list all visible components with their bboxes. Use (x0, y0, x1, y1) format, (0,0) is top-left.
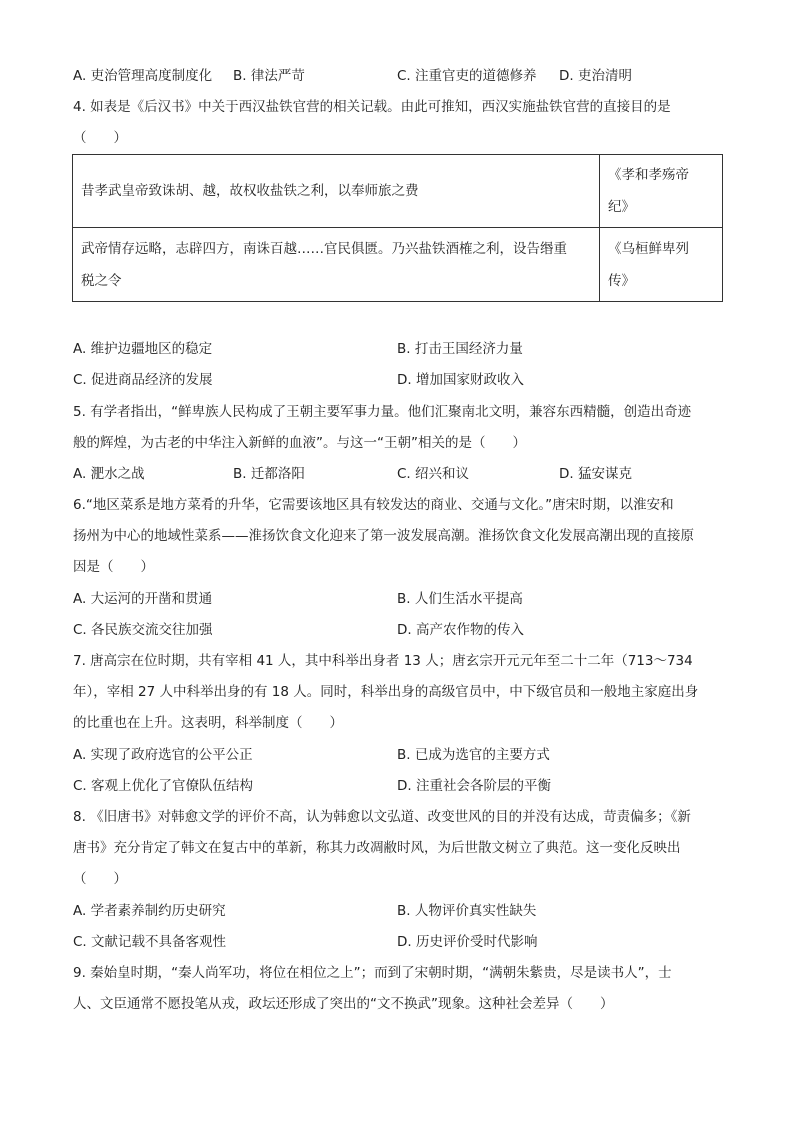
q6-option-c: C. 各民族交流交往加强 (73, 622, 213, 638)
q6-stem-line-2: 扬州为中心的地域性菜系——淮扬饮食文化迎来了第一波发展高潮。淮扬饮食文化发展高潮出现的直接原 (73, 528, 694, 544)
q4-option-d: D. 增加国家财政收入 (397, 372, 524, 388)
q7-option-a: A. 实现了政府选官的公平公正 (73, 747, 253, 763)
q8-option-b: B. 人物评价真实性缺失 (397, 903, 537, 919)
q7-option-c: C. 客观上优化了官僚队伍结构 (73, 778, 254, 794)
q5-option-b: B. 迁都洛阳 (233, 466, 305, 482)
q3-option-c: C. 注重官吏的道德修养 (397, 68, 537, 84)
q7-option-b: B. 已成为选官的主要方式 (397, 747, 550, 763)
q4-option-b: B. 打击王国经济力量 (397, 341, 523, 357)
q9-stem-line-1: 9. 秦始皇时期，“秦人尚军功，将位在相位之上”；而到了宋朝时期，“满朝朱紫贵，尽是读书人”，士 (73, 965, 672, 981)
source-line: 《孝和孝殇帝 (608, 167, 689, 183)
source-line: 《乌桓鲜卑列 (608, 240, 689, 257)
q8-stem-line-1: 8. 《旧唐书》对韩愈文学的评价不高，认为韩愈以文弘道、改变世风的目的并没有达成，苛责偏多；《新 (73, 809, 691, 825)
q6-stem-line-1: 6.“地区菜系是地方菜肴的升华，它需要该地区具有较发达的商业、交通与文化。”唐宋时期，以淮安和 (73, 497, 674, 513)
q7-stem-line-1: 7. 唐高宗在位时期，共有宰相 41 人，其中科举出身者 13 人；唐玄宗开元元年至二十二年（713～734 (73, 653, 693, 669)
table-row (73, 228, 723, 302)
q5-stem-line-2: 般的辉煌，为古老的中华注入新鲜的血液”。与这一“王朝”相关的是（ ） (73, 435, 526, 451)
q3-option-a: A. 吏治管理高度制度化 (73, 68, 213, 84)
q7-stem-line-3: 的比重也在上升。这表明，科举制度（ ） (73, 715, 343, 731)
table-row (73, 155, 723, 228)
table-cell-source (600, 228, 723, 302)
quote-line: 昔孝武皇帝致诛胡、越，故权收盐铁之利，以奉师旅之费 (81, 183, 419, 199)
q6-stem-line-3: 因是（ ） (73, 559, 154, 575)
quote-line: 武帝情存远略，志辟四方，南诛百越……官民俱匮。乃兴盐铁酒榷之利，设告缗重 (81, 240, 567, 257)
q8-option-d: D. 历史评价受时代影响 (397, 934, 538, 950)
q5-option-a: A. 淝水之战 (73, 466, 145, 482)
q3-option-b: B. 律法严苛 (233, 68, 305, 84)
table-cell-quote (73, 228, 600, 302)
q6-option-a: A. 大运河的开凿和贯通 (73, 591, 213, 607)
q9-stem-line-2: 人、文臣通常不愿投笔从戎，政坛还形成了突出的“文不换武”现象。这种社会差异（ ） (73, 996, 614, 1012)
q6-option-b: B. 人们生活水平提高 (397, 591, 523, 607)
q7-option-d: D. 注重社会各阶层的平衡 (397, 778, 551, 794)
q5-option-c: C. 绍兴和议 (397, 466, 470, 482)
q7-stem-line-2: 年），宰相 27 人中科举出身的有 18 人。同时，科举出身的高级官员中，中下级官员和一般地主家庭出身 (73, 684, 699, 700)
q4-stem-line-2: （ ） (73, 130, 127, 146)
q8-stem-line-2: 唐书》充分肯定了韩文在复古中的革新，称其力改凋敝时风，为后世散文树立了典范。这一变化反映出 (73, 840, 681, 856)
q4-option-a: A. 维护边疆地区的稳定 (73, 341, 213, 357)
q4-source-table (72, 154, 723, 302)
source-line: 纪》 (608, 199, 635, 215)
q5-option-d: D. 猛安谋克 (559, 466, 632, 482)
q3-option-d: D. 吏治清明 (559, 68, 632, 84)
q4-option-c: C. 促进商品经济的发展 (73, 372, 213, 388)
q4-stem-line-1: 4. 如表是《后汉书》中关于西汉盐铁官营的相关记载。由此可推知，西汉实施盐铁官营的直接目的是 (73, 99, 671, 115)
table-cell-quote (73, 155, 600, 228)
q8-option-c: C. 文献记载不具备客观性 (73, 934, 227, 950)
q8-option-a: A. 学者素养制约历史研究 (73, 903, 226, 919)
source-line: 传》 (608, 272, 635, 289)
table-cell-source (600, 155, 723, 228)
q5-stem-line-1: 5. 有学者指出，“鲜卑族人民构成了王朝主要军事力量。他们汇聚南北文明，兼容东西精髓，创造出奇迹 (73, 404, 692, 420)
quote-line: 税之令 (81, 272, 122, 289)
q8-stem-line-3: （ ） (73, 871, 127, 887)
q6-option-d: D. 高产农作物的传入 (397, 622, 524, 638)
